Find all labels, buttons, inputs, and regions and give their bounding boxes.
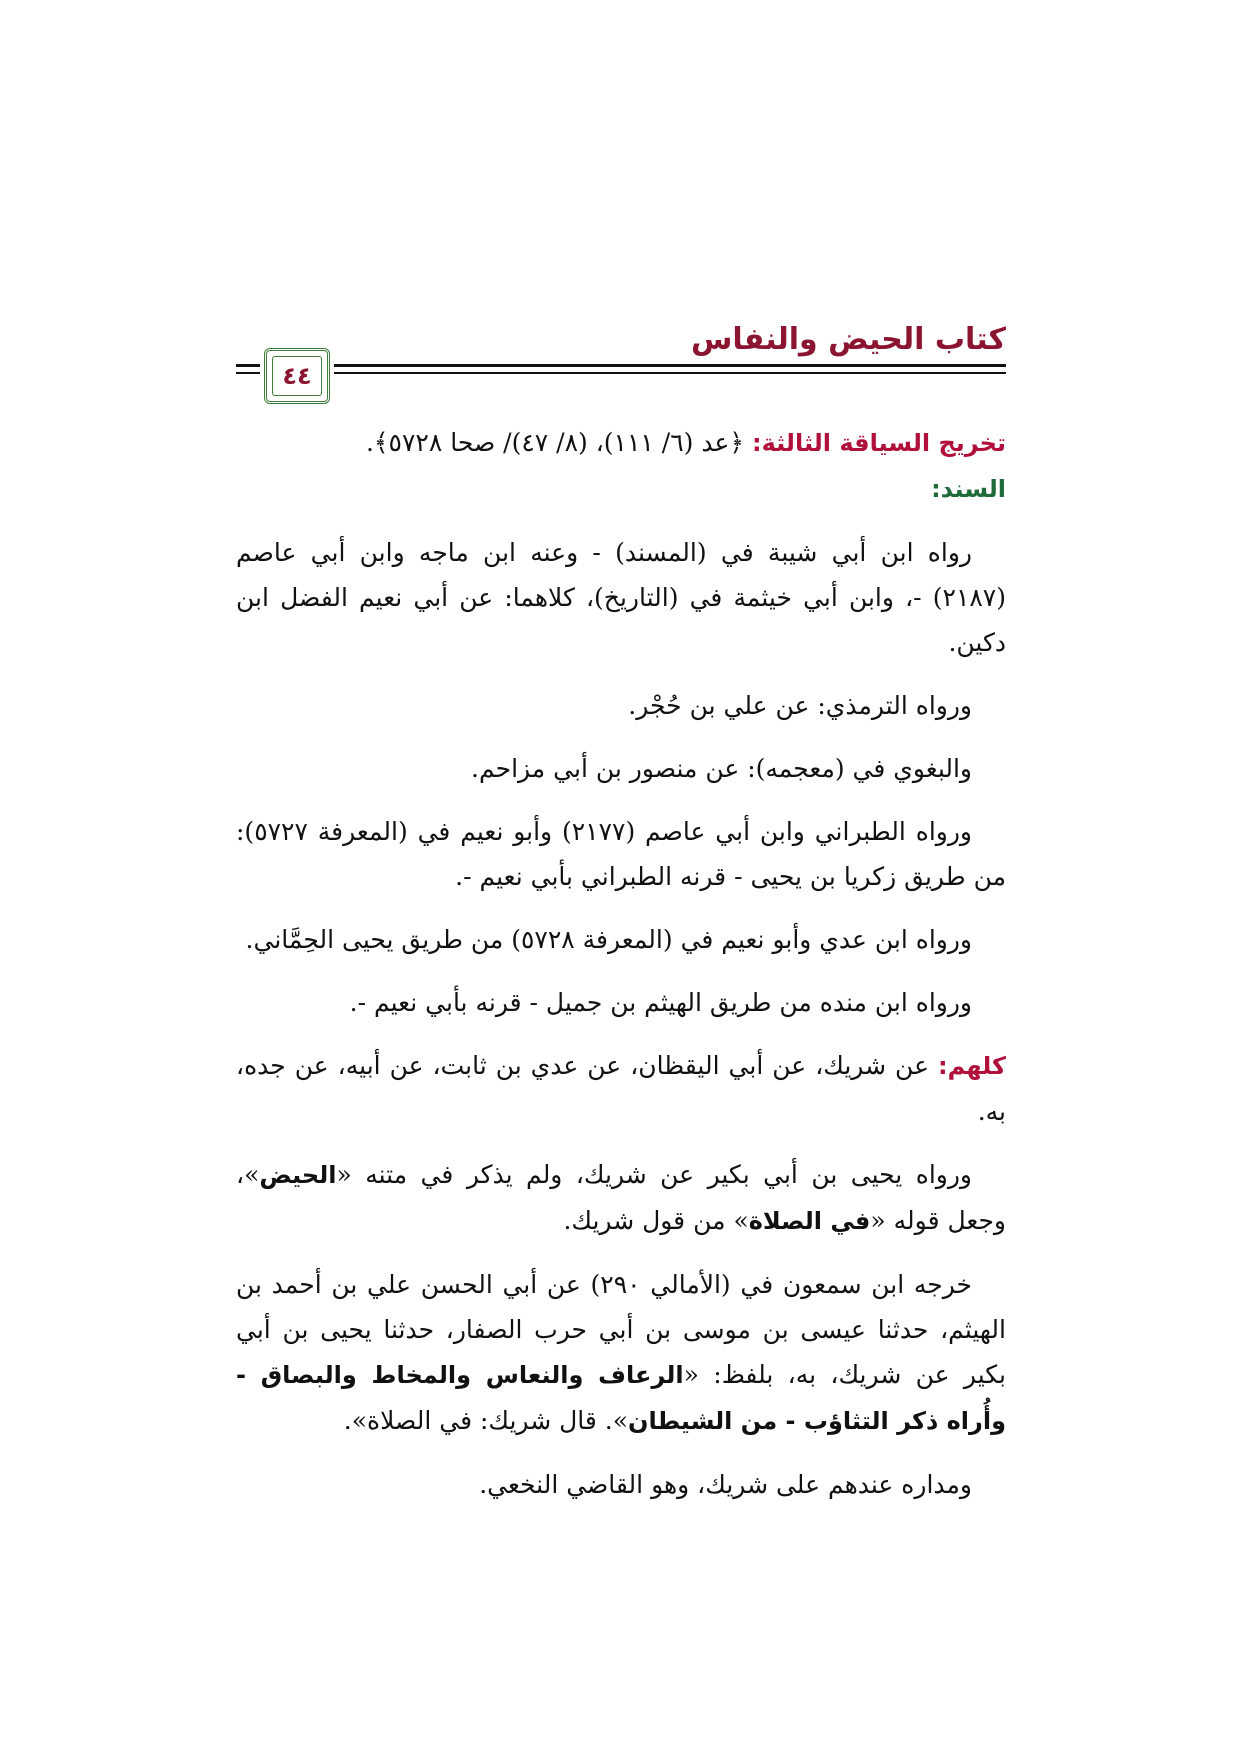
page-number: ٤٤ [282, 362, 312, 390]
paragraph-baghawi: والبغوي في (معجمه): عن منصور بن أبي مزاحم. [471, 754, 972, 783]
p11-text-1: خرجه ابن سمعون في (الأمالي ٢٩٠) عن أبي الحسن علي بن أحمد بن الهيثم، حدثنا عيسى بن موسى بن أبي حرب الصفار، حدثنا يحيى بن أبي بكير عن شريك، به، بلفظ: « [236, 1270, 1007, 1389]
paragraph-madar: ومداره عندهم على شريك، وهو القاضي النخعي. [479, 1470, 972, 1499]
paragraph-ibn-abi-shayba: رواه ابن أبي شيبة في (المسند) - وعنه ابن ماجه وابن أبي عاصم (٢١٨٧) -، وابن أبي خيثمة في (التاريخ)، كلاهما: عن أبي نعيم الفضل ابن دكين. [236, 538, 1006, 657]
page-header [236, 312, 1006, 412]
sanad-label: السند: [931, 475, 1006, 503]
paragraph-ibn-mandah: ورواه ابن منده من طريق الهيثم بن جميل - قرنه بأبي نعيم -. [349, 988, 972, 1017]
paragraph-sanad-heading [236, 466, 1006, 512]
p11-text-2: ». قال شريك: في الصلاة». [343, 1406, 629, 1435]
book-title: كتاب الحيض والنفاس [690, 322, 1006, 357]
paragraph-takhrij [236, 420, 1006, 466]
takhrij-label: تخريج السياقة الثالثة: [751, 429, 1006, 457]
p10-bold-2: في الصلاة [748, 1207, 871, 1235]
page-number-badge [264, 348, 330, 404]
p10-bold-1: الحيض [259, 1161, 337, 1189]
kulluhum-label: كلهم: [937, 1052, 1006, 1080]
p10-text-3: » من قول شريك. [563, 1206, 749, 1235]
page-body [236, 420, 1006, 1507]
header-rule-bottom [334, 372, 1006, 374]
paragraph-yahya-ibn-abi-bukayr [236, 1152, 1006, 1244]
header-rule-left-bottom [236, 372, 260, 374]
paragraph-ibn-adi: ورواه ابن عدي وأبو نعيم في (المعرفة ٥٧٢٨) من طريق يحيى الحِمَّاني. [245, 925, 972, 954]
header-rule-top [334, 364, 1006, 367]
p10-text-1: ورواه يحيى بن أبي بكير عن شريك، ولم يذكر في متنه « [336, 1160, 972, 1189]
header-rule-left-top [236, 364, 260, 367]
kulluhum-text: عن شريك، عن أبي اليقظان، عن عدي بن ثابت، عن أبيه، عن جده، به. [236, 1051, 1006, 1126]
p10-text-2: »، وجعل قوله « [236, 1160, 1006, 1235]
paragraph-kulluhum [236, 1043, 1006, 1134]
p11-bold-1: الرعاف والنعاس والمخاط والبصاق - وأُراه ذكر التثاؤب - من الشيطان [236, 1361, 1006, 1435]
paragraph-tabarani: ورواه الطبراني وابن أبي عاصم (٢١٧٧) وأبو نعيم في (المعرفة ٥٧٢٧): من طريق زكريا بن يحيى - قرنه الطبراني بأبي نعيم -. [236, 817, 1006, 891]
paragraph-ibn-samun [236, 1262, 1006, 1444]
takhrij-text: ‌﴿عد (٦/ ١١١)، (٨/ ٤٧)/ صحا ٥٧٢٨﴾. [365, 428, 752, 457]
paragraph-tirmidhi: ورواه الترمذي: عن علي بن حُجْر. [628, 691, 972, 720]
